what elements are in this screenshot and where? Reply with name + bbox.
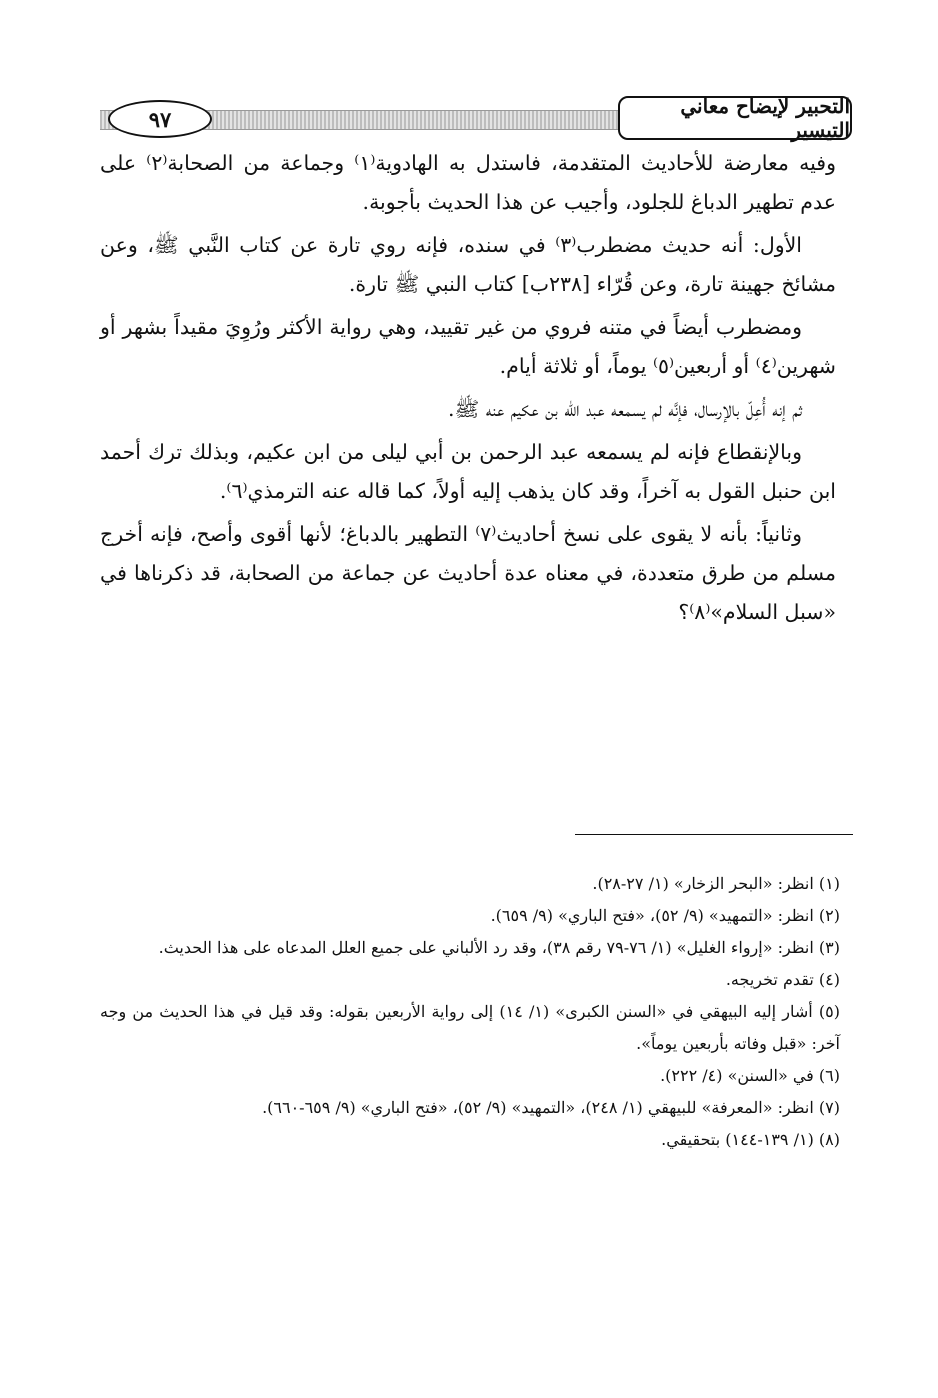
footnote: (٤) تقدم تخريجه. [725, 970, 840, 989]
footnote: (٣) انظر: «إرواء الغليل» (١/ ٧٦-٧٩ رقم ٣٨)، وقد رد الألباني على جميع العلل المدعاه على هذا الحديث. [158, 938, 840, 957]
book-title: التحبير لإيضاح معاني التيسير [618, 96, 852, 140]
page-number: ٩٧ [108, 100, 212, 138]
paragraph: ومضطرب أيضاً في متنه فروي من غير تقييد، وهي رواية الأكثر ورُوِيَ مقيداً بشهر أو شهرين⁽٤⁾ أو أربعين⁽٥⁾ يوماً، أو ثلاثة أيام. [100, 315, 836, 378]
paragraph: وبالإنقطاع فإنه لم يسمعه عبد الرحمن بن أبي ليلى من ابن عكيم، وبذلك ترك أحمد ابن حنبل القول به آخراً، وقد كان يذهب إليه أولاً، كما قاله عنه الترمذي⁽٦⁾. [100, 440, 836, 503]
footnote: (٢) انظر: «التمهيد» (٩/ ٥٢)، «فتح الباري» (٩/ ٦٥٩). [490, 906, 840, 925]
footnote: (٨) (١/ ١٣٩-١٤٤) بتحقيقي. [661, 1130, 840, 1149]
paragraph: وثانياً: بأنه لا يقوى على نسخ أحاديث⁽٧⁾ التطهير بالدباغ؛ لأنها أقوى وأصح، فإنه أخرج مسلم من طرق متعددة، في معناه عدة أحاديث عن جماعة من الصحابة، قد ذكرناها في «سبل السلام»⁽٨⁾؟ [100, 522, 836, 624]
main-text [100, 144, 836, 636]
footnote-separator [575, 834, 853, 835]
page-header [100, 96, 852, 142]
footnotes [100, 868, 840, 1156]
paragraph: ثم إنه أُعِلّ بالإرسال، فإنَّه لم يسمعه عبد الله بن عكيم عنه ﷺ. [448, 397, 802, 421]
paragraph: الأول: أنه حديث مضطرب⁽٣⁾ في سنده، فإنه روي تارة عن كتاب النَّبي ﷺ، وعن مشائخ جهينة تارة، وعن قُرّاء [٢٣٨ب] كتاب النبي ﷺ تارة. [100, 233, 836, 296]
footnote: (٧) انظر: «المعرفة» للبيهقي (١/ ٢٤٨)، «التمهيد» (٩/ ٥٢)، «فتح الباري» (٩/ ٦٥٩-٦٦٠). [262, 1098, 840, 1117]
footnote: (١) انظر: «البحر الزخار» (١/ ٢٧-٢٨). [592, 874, 840, 893]
paragraph: وفيه معارضة للأحاديث المتقدمة، فاستدل به الهادوية⁽١⁾ وجماعة من الصحابة⁽٢⁾ على عدم تطهير الدباغ للجلود، وأجيب عن هذا الحديث بأجوبة. [100, 151, 836, 214]
footnote: (٦) في «السنن» (٤/ ٢٢٢). [660, 1066, 840, 1085]
footnote: (٥) أشار إليه البيهقي في «السنن الكبرى» (١/ ١٤) إلى رواية الأربعين بقوله: وقد قيل في هذا الحديث من وجه آخر: «قبل وفاته بأربعين يوماً». [100, 1002, 841, 1053]
